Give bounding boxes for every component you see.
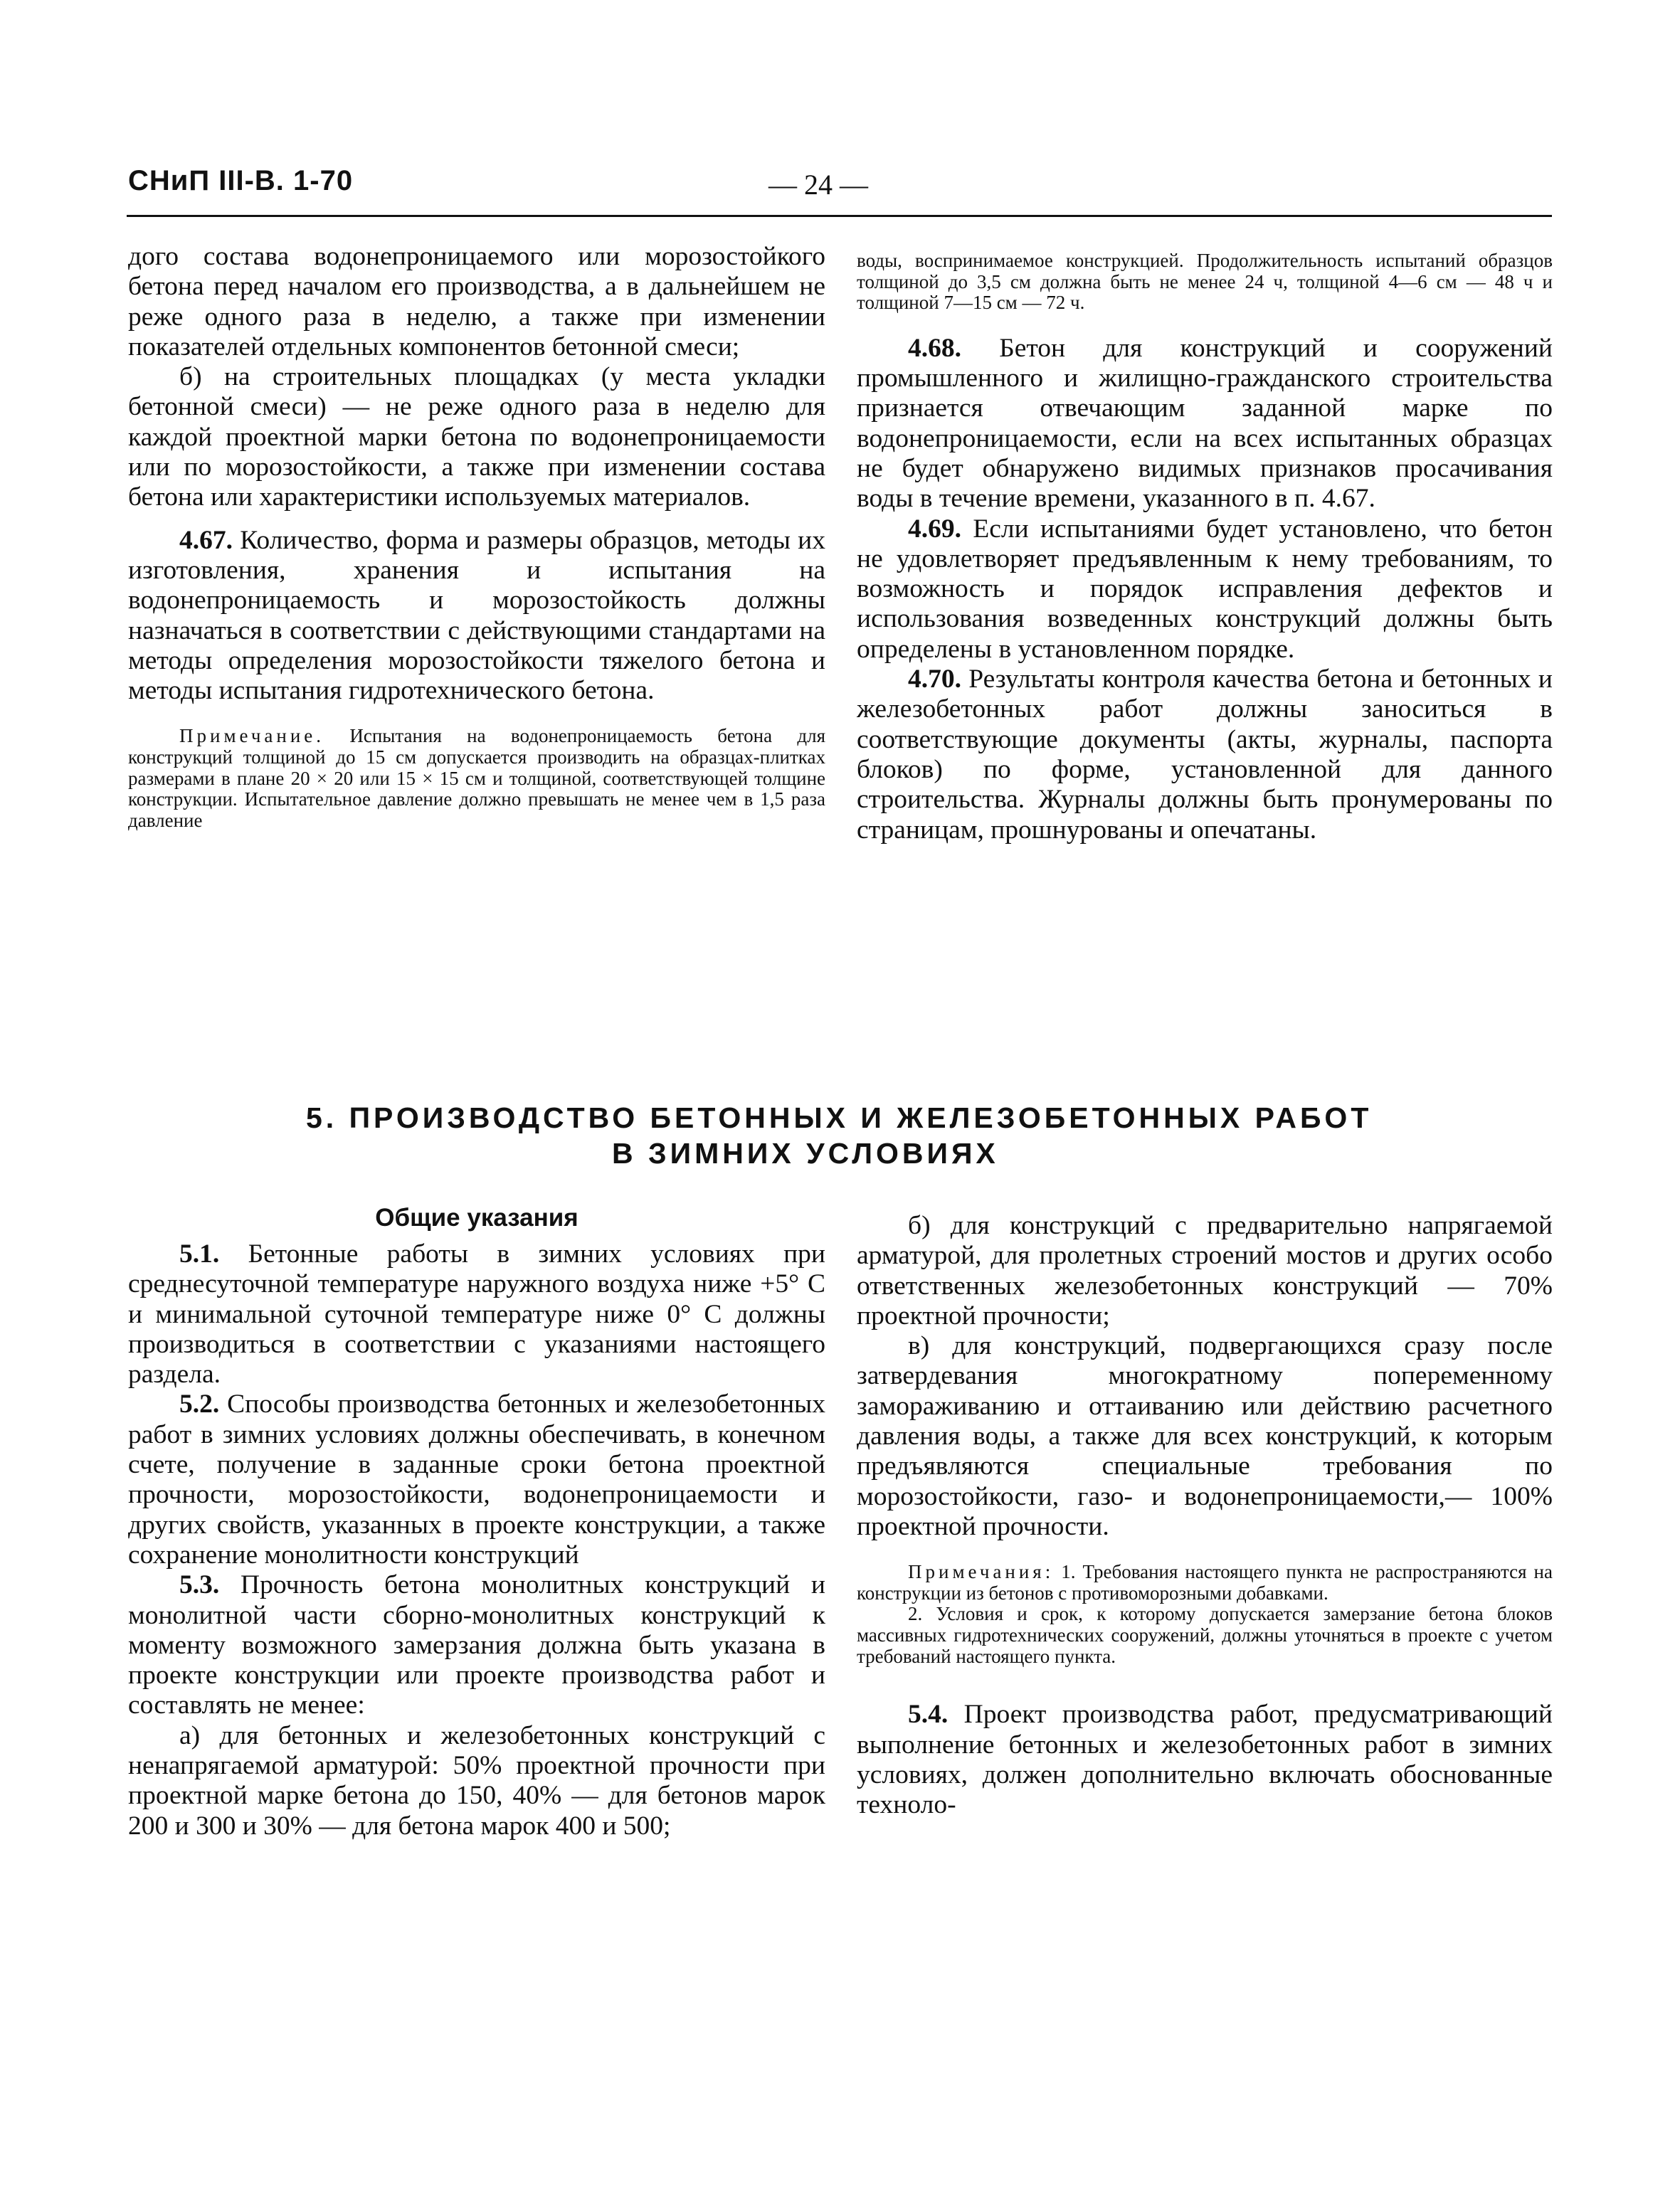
left-column-bottom (128, 1239, 825, 1841)
clause-number: 5.2. (179, 1390, 220, 1419)
spacer (128, 513, 825, 526)
section-title-line-1: 5. ПРОИЗВОДСТВО БЕТОННЫХ И ЖЕЛЕЗОБЕТОННЫХ РАБОТ (306, 1101, 1373, 1134)
document-code: СНиП III-В. 1-70 (128, 165, 354, 196)
section-title-line-2: В ЗИМНИХ УСЛОВИЯХ (612, 1137, 999, 1170)
paragraph-b: б) для конструкций с предварительно напрягаемой арматурой, для пролетных строений мостов и других особо ответственных железобетонных конструкций — 70% проектной прочности; (857, 1211, 1553, 1330)
spacer (128, 706, 825, 726)
clause-text: Бетонные работы в зимних условиях при среднесуточной температуре наружного воздуха ниже +5° С и минимальной суточной температуре ниже 0° С должны производиться в соответствии с указаниями настоящего раздела. (128, 1239, 825, 1390)
spacer (857, 1542, 1553, 1562)
paragraph-4-69 (857, 514, 1553, 665)
notes-block (857, 1562, 1553, 1667)
clause-number: 4.70. (908, 665, 961, 694)
clause-text: Результаты контроля качества бетона и бетонных и железобетонных работ должны заноситься в соответствующие документы (акты, журналы, паспорта блоков) по форме, установленной для данного строительства. Журналы должны быть пронумерованы по страницам, прошнурованы и опечатаны. (857, 665, 1553, 845)
clause-number: 5.1. (179, 1239, 220, 1269)
paragraph-4-70 (857, 665, 1553, 845)
paragraph-5-4 (857, 1700, 1553, 1820)
spacer (857, 1667, 1553, 1687)
right-column-top (857, 250, 1553, 845)
paragraph-b: б) на строительных площадках (у места укладки бетонной смеси) — не реже одного раза в неделю для каждой проектной марки бетона по водонепроницаемости или по морозостойкости, а также при изменении состава бетона или характеристики используемых материалов. (128, 362, 825, 512)
paragraph-4-67 (128, 526, 825, 707)
note-continued: воды, воспринимаемое конструкцией. Продолжительность испытаний образцов толщиной до 3,5 см должна быть не менее 24 ч, толщиной 4—6 см — 48 ч и толщиной 7—15 см — 72 ч. (857, 250, 1553, 314)
paragraph-5-1 (128, 1239, 825, 1390)
clause-text: Прочность бетона монолитных конструкций и монолитной части сборно-монолитных конструкций к моменту возможного замерзания должна быть указана в проекте конструкции или проекте производства работ и составлять не менее: (128, 1570, 825, 1720)
clause-text: Количество, форма и размеры образцов, методы их изготовления, хранения и испытания на водонепроницаемость и морозостойкость должны назначаться в соответствии с действующими стандартами на методы определения морозостойкости тяжелого бетона и методы испытания гидротехнического бетона. (128, 525, 825, 706)
clause-text: Проект производства работ, предусматривающий выполнение бетонных и железобетонных работ в зимних условиях, должен дополнительно включать обоснованные техноло- (857, 1700, 1553, 1820)
clause-number: 4.67. (179, 525, 233, 555)
section-title (306, 1100, 1388, 1171)
right-column-bottom (857, 1211, 1553, 1820)
clause-number: 5.3. (179, 1570, 220, 1600)
header-divider (127, 215, 1552, 217)
clause-number: 4.69. (908, 514, 961, 544)
left-column-top (128, 242, 825, 831)
note-2: 2. Условия и срок, к которому допускается замерзание бетона блоков массивных гидротехнических сооружений, должны уточняться в проекте с учетом требований настоящего пункта. (857, 1603, 1553, 1667)
paragraph-continued: дого состава водонепроницаемого или морозостойкого бетона перед началом его производства, а в дальнейшем не реже одного раза в неделю, а также при изменении показателей отдельных компонентов бетонной смеси; (128, 242, 825, 361)
notes-label: Примечания: (908, 1561, 1055, 1583)
clause-text: Бетон для конструкций и сооружений промышленного и жилищно-гражданского строительства признается отвечающим заданной марке по водонепроницаемости, если на всех испытанных образцах не будет обнаружено видимых признаков просачивания воды в течение времени, указанного в п. 4.67. (857, 333, 1553, 514)
note-block (128, 726, 825, 831)
spacer (857, 1687, 1553, 1700)
subheading: Общие указания (375, 1204, 579, 1232)
page-number: — 24 — (768, 169, 868, 201)
clause-text: Способы производства бетонных и железобетонных работ в зимних условиях должны обеспечивать, в конечном счете, получение в заданные сроки бетона проектной прочности, морозостойкости, водонепроницаемости и других свойств, указанных в проекте конструкции, а также сохранение монолитности конструкций (128, 1390, 825, 1570)
paragraph-5-2 (128, 1390, 825, 1570)
paragraph-5-3 (128, 1570, 825, 1720)
clause-text: Если испытаниями будет установлено, что бетон не удовлетворяет предъявленным к нему требованиям, то возможность и порядок исправления дефектов и использования возведенных конструкций должны быть определены в установленном порядке. (857, 514, 1553, 664)
spacer (857, 314, 1553, 334)
note-label: Примечание. (179, 725, 325, 747)
clause-number: 4.68. (908, 333, 961, 363)
note-1: 1. Требования настоящего пункта не распространяются на конструкции из бетонов с противоморозными добавками. (857, 1561, 1553, 1604)
paragraph-a: а) для бетонных и железобетонных конструкций с ненапрягаемой арматурой: 50% проектной прочности при проектной марке бетона до 150, 40% — для бетонов марок 200 и 300 и 30% — для бетона марок 400 и 500; (128, 1720, 825, 1841)
paragraph-v: в) для конструкций, подвергающихся сразу после затвердевания многократному попеременному замораживанию и оттаиванию или действию расчетного давления воды, а также для всех конструкций, к которым предъявляются специальные требования по морозостойкости, газо- и водонепроницаемости,— 100% проектной прочности. (857, 1331, 1553, 1541)
note-text: Испытания на водонепроницаемость бетона для конструкций толщиной до 15 см допускается производить на образцах-плитках размерами в плане 20 × 20 или 15 × 15 см и толщиной, соответствующей толщине конструкции. Испытательное давление должно превышать не менее чем в 1,5 раза давление (128, 725, 825, 831)
paragraph-4-68 (857, 334, 1553, 514)
clause-number: 5.4. (908, 1700, 949, 1730)
